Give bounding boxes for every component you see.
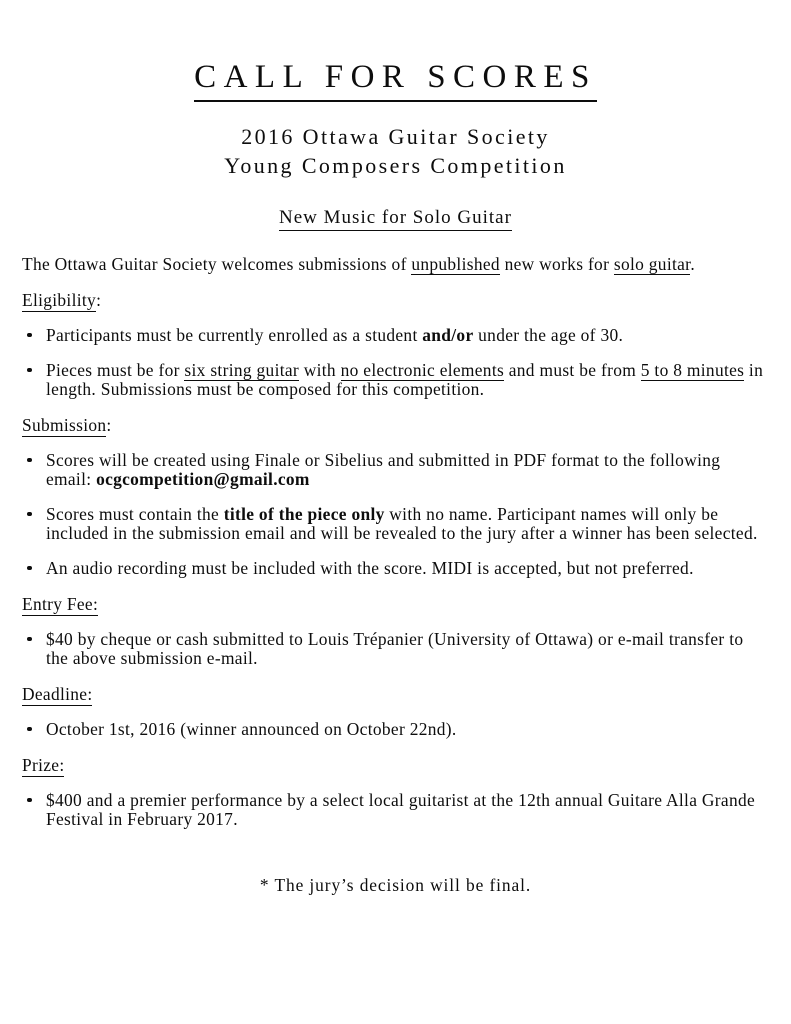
section-heading-label: Entry Fee:	[22, 593, 99, 614]
section-heading-label: Submission	[22, 414, 107, 435]
section-heading-eligibility	[22, 274, 769, 310]
list-item	[22, 505, 769, 543]
list-item-text	[46, 451, 769, 489]
bullet-list-submission	[22, 451, 769, 578]
text-segment: An audio recording must be included with the score. MIDI is accepted, but not preferred.	[46, 557, 694, 578]
subtitle-line-1: 2016 Ottawa Guitar Society	[241, 123, 550, 149]
list-item	[22, 720, 769, 739]
page-title	[22, 0, 769, 98]
section-heading-colon: :	[106, 414, 112, 435]
section-heading-deadline	[22, 668, 769, 704]
list-item-text	[46, 361, 769, 399]
section-heading-entry-fee	[22, 578, 769, 614]
section-heading-submission	[22, 399, 769, 435]
emphasis-underline: no electronic elements	[340, 359, 505, 380]
text-segment: October 1st, 2016 (winner announced on October 22nd).	[46, 718, 457, 739]
section-heading-prize	[22, 739, 769, 775]
section-heading-label: Prize:	[22, 754, 65, 775]
emphasis-bold: title of the piece only	[223, 503, 385, 524]
text-segment: with no name. Participant names will only be included in the submission email and will be revealed to the jury after a winner has been selected.	[46, 503, 758, 543]
intro-underline-solo-guitar: solo guitar	[613, 253, 691, 274]
text-segment: $400 and a premier performance by a select local guitarist at the 12th annual Guitare Alla Grande Festival in February 2017.	[46, 789, 756, 829]
text-segment: with	[299, 359, 341, 380]
section-heading-label: Deadline:	[22, 683, 93, 704]
list-item	[22, 361, 769, 399]
text-segment: $40 by cheque or cash submitted to Louis Trépanier (University of Ottawa) or e-mail transfer to the above submission e-mail.	[46, 628, 744, 668]
text-segment: Scores will be created using Finale or Sibelius and submitted in PDF format to the following email:	[46, 449, 721, 489]
text-segment: Participants must be currently enrolled as a student	[46, 324, 423, 345]
document-subtitle	[22, 98, 769, 180]
section-heading-colon: :	[96, 289, 102, 310]
document-body	[22, 229, 769, 829]
list-item-text	[46, 505, 769, 543]
section-heading-label: Eligibility	[22, 289, 97, 310]
emphasis-underline: 5 to 8 minutes	[640, 359, 745, 380]
closing-note: * The jury’s decision will be final.	[259, 874, 532, 895]
intro-part-3: .	[690, 253, 695, 274]
list-item	[22, 451, 769, 489]
section-title-text: New Music for Solo Guitar	[279, 207, 512, 231]
emphasis-underline: six string guitar	[184, 359, 300, 380]
list-item	[22, 559, 769, 578]
list-item-text	[46, 559, 769, 578]
bullet-list-entry-fee	[22, 630, 769, 668]
document-section-title	[22, 180, 769, 229]
text-segment: Scores must contain the	[46, 503, 224, 524]
text-segment: and must be from	[504, 359, 641, 380]
text-segment: Pieces must be for	[46, 359, 185, 380]
list-item-text	[46, 326, 769, 345]
bullet-list-deadline	[22, 720, 769, 739]
page-title-text: CALL FOR SCORES	[194, 59, 597, 102]
intro-underline-unpublished: unpublished	[411, 253, 500, 274]
list-item	[22, 791, 769, 829]
intro-part-2: new works for	[499, 253, 614, 274]
intro-paragraph	[22, 255, 769, 274]
intro-part-1: The Ottawa Guitar Society welcomes submissions of	[22, 253, 412, 274]
list-item-text	[46, 791, 769, 829]
text-segment: under the age of 30.	[473, 324, 624, 345]
emphasis-bold: and/or	[422, 324, 474, 345]
bullet-list-prize	[22, 791, 769, 829]
subtitle-line-2: Young Composers Competition	[224, 152, 567, 178]
list-item	[22, 326, 769, 345]
sections-container	[22, 274, 769, 829]
list-item-text	[46, 630, 769, 668]
list-item-text	[46, 720, 769, 739]
bullet-list-eligibility	[22, 326, 769, 399]
emphasis-bold: ocgcompetition@gmail.com	[96, 468, 310, 489]
text-segment: in length. Submissions must be composed for this competition.	[46, 359, 764, 399]
list-item	[22, 630, 769, 668]
